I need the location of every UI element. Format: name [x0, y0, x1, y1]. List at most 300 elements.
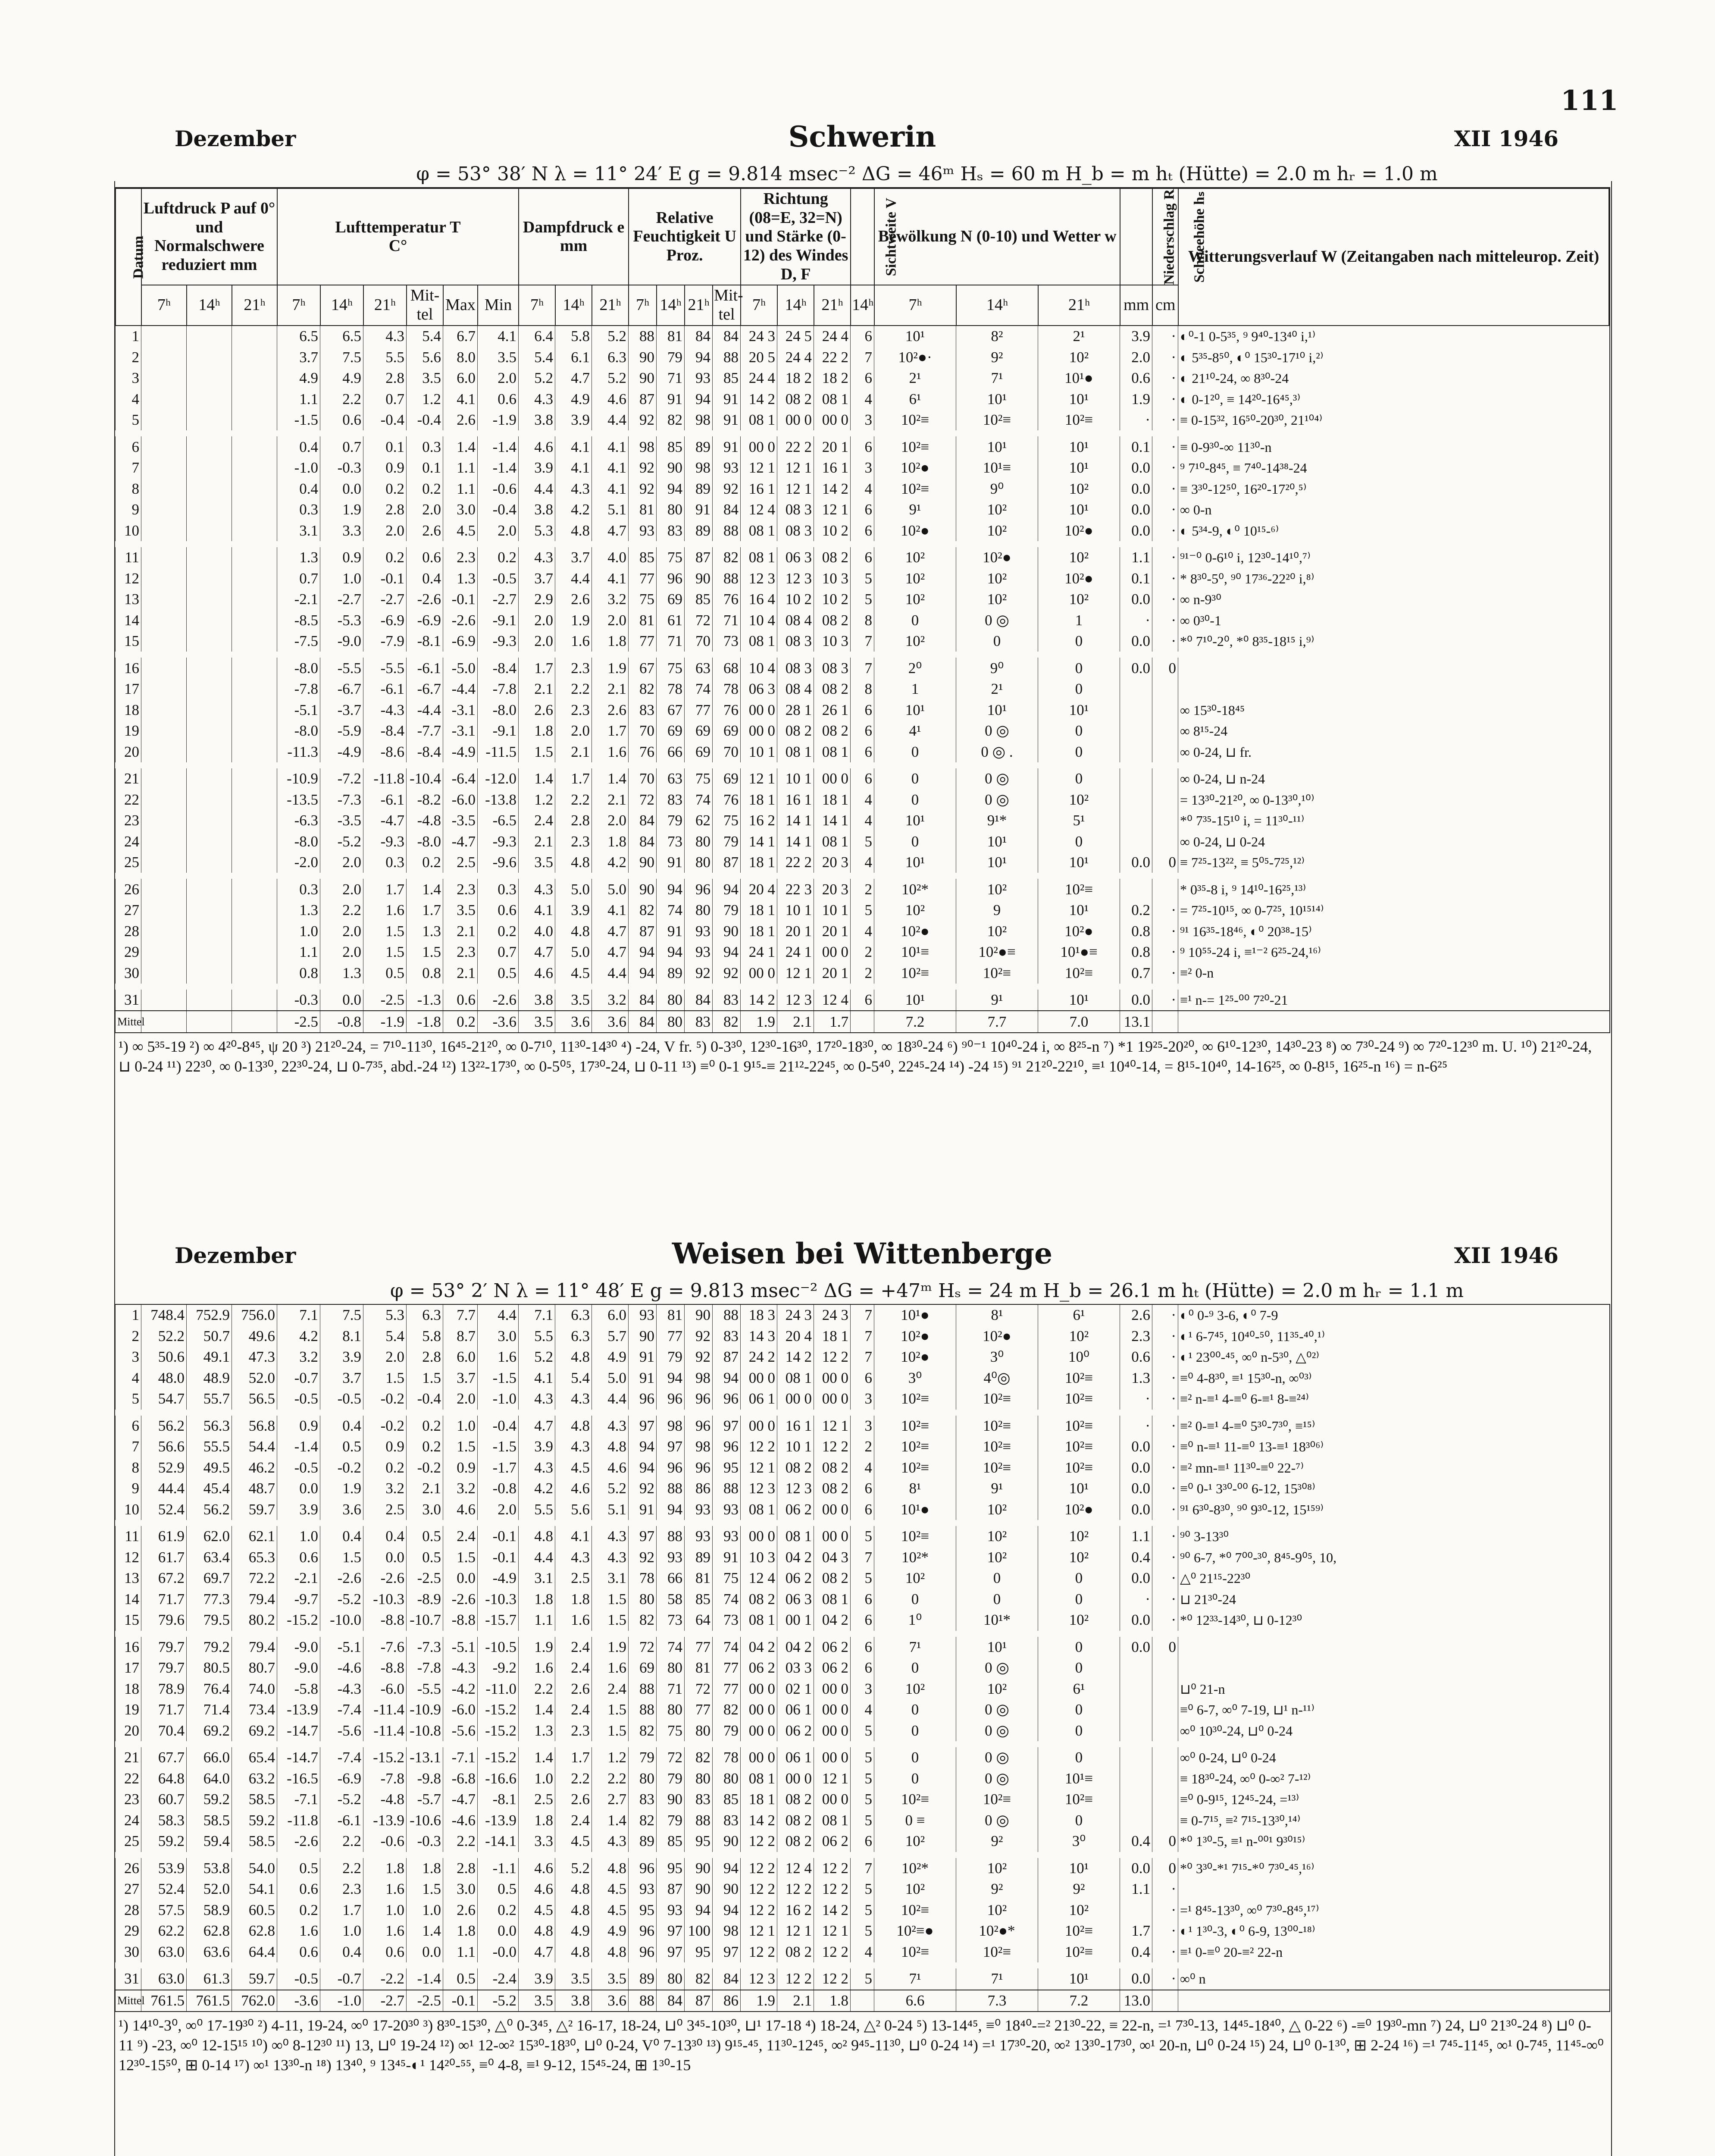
cell-e21: 4.3 — [592, 1413, 629, 1437]
cell-t21: -8.8 — [363, 1610, 407, 1634]
cell-p14: 80.5 — [187, 1658, 232, 1679]
table-row — [116, 631, 1610, 655]
cell-u21: 90 — [685, 568, 713, 589]
cell-t14: -5.6 — [320, 1720, 363, 1745]
cell-umittel: 82 — [713, 544, 741, 568]
cell-d21: 00 0 — [814, 765, 851, 790]
cell-p14 — [187, 520, 232, 544]
cell-v14: 3 — [851, 1413, 874, 1437]
cell-e7: 2.2 — [519, 1679, 555, 1700]
table-row — [116, 1610, 1610, 1634]
cell-d21: 00 0 — [814, 942, 851, 963]
cell-n14: 10² — [956, 921, 1038, 942]
cell-weather: ∞ 0³⁰-1 — [1178, 610, 1610, 631]
cell-p7: 79.6 — [141, 1610, 187, 1634]
cell-p7 — [141, 347, 187, 368]
cell-p7: 70.4 — [141, 1720, 187, 1745]
cell-e14: 1.8 — [555, 1589, 592, 1610]
mean-t14: -0.8 — [320, 1011, 363, 1032]
cell-p21: 56.8 — [232, 1413, 277, 1437]
cell-n21: 6¹ — [1038, 1679, 1120, 1700]
hdr-p21: 21ʰ — [232, 285, 277, 325]
cell-rain — [1120, 699, 1152, 721]
cell-day: 19 — [116, 1699, 141, 1720]
cell-tmin: 0.7 — [478, 942, 519, 963]
cell-e21: 4.4 — [592, 962, 629, 987]
cell-d7: 14 3 — [741, 1326, 777, 1347]
cell-snow: · — [1152, 478, 1178, 499]
cell-rain: 0.0 — [1120, 458, 1152, 479]
cell-u21: 96 — [685, 1388, 713, 1413]
cell-n14: 9² — [956, 1879, 1038, 1900]
cell-d14: 12 3 — [777, 568, 814, 589]
cell-rain — [1120, 789, 1152, 810]
cell-tmittel: -10.6 — [407, 1810, 443, 1831]
cell-t14: 1.0 — [320, 568, 363, 589]
cell-d21: 12 2 — [814, 1436, 851, 1457]
cell-rain: 0.8 — [1120, 942, 1152, 963]
cell-e14: 4.8 — [555, 1900, 592, 1921]
cell-umittel: 84 — [713, 326, 741, 347]
cell-weather: ◐ 5³⁴-9, ◐⁰ 10¹⁵-⁶⁾ — [1178, 520, 1610, 544]
cell-n14: 10¹ — [956, 389, 1038, 410]
cell-n7: 10²● — [874, 921, 956, 942]
cell-u21: 92 — [685, 1326, 713, 1347]
cell-d14: 02 1 — [777, 1679, 814, 1700]
cell-n14: 0 ◎ — [956, 1768, 1038, 1789]
cell-u7: 84 — [629, 987, 657, 1011]
table-row — [116, 568, 1610, 589]
cell-p21 — [232, 499, 277, 520]
cell-tmin: -15.7 — [478, 1610, 519, 1634]
cell-n7: 10²≡ — [874, 1789, 956, 1810]
cell-n14: 9¹ — [956, 1478, 1038, 1499]
table-row — [116, 347, 1610, 368]
mean-p14: 761.5 — [187, 1990, 232, 2012]
cell-umittel: 82 — [713, 1699, 741, 1720]
cell-v14: 6 — [851, 1634, 874, 1658]
cell-e7: 4.7 — [519, 942, 555, 963]
mean-t7: -3.6 — [277, 1990, 320, 2012]
cell-t21: 0.7 — [363, 389, 407, 410]
cell-e21: 2.6 — [592, 699, 629, 721]
cell-t14: -6.7 — [320, 679, 363, 700]
cell-rain: 2.3 — [1120, 1326, 1152, 1347]
cell-d7: 12 2 — [741, 1855, 777, 1879]
cell-e14: 6.3 — [555, 1326, 592, 1347]
cell-snow — [1152, 765, 1178, 790]
cell-tmax: 3.2 — [443, 1478, 478, 1499]
cell-t14: 3.6 — [320, 1499, 363, 1523]
cell-n21: 5¹ — [1038, 810, 1120, 831]
cell-n21: 10² — [1038, 1326, 1120, 1347]
cell-tmittel: -2.6 — [407, 589, 443, 610]
cell-snow: · — [1152, 900, 1178, 921]
cell-tmax: -6.9 — [443, 631, 478, 655]
cell-p21 — [232, 568, 277, 589]
cell-p7: 64.8 — [141, 1768, 187, 1789]
cell-t14: 2.0 — [320, 921, 363, 942]
cell-tmittel: -0.3 — [407, 1831, 443, 1855]
cell-n14: 10²≡ — [956, 1942, 1038, 1966]
cell-t14: -10.0 — [320, 1610, 363, 1634]
cell-p14 — [187, 765, 232, 790]
cell-umittel: 79 — [713, 900, 741, 921]
cell-t7: -1.5 — [277, 410, 320, 434]
cell-tmittel: 0.0 — [407, 1942, 443, 1966]
cell-weather: ≡² 0-n — [1178, 962, 1610, 987]
cell-n7: 0 — [874, 1720, 956, 1745]
cell-t7: 0.3 — [277, 499, 320, 520]
cell-umittel: 76 — [713, 589, 741, 610]
cell-tmittel: -7.3 — [407, 1634, 443, 1658]
cell-u21: 98 — [685, 410, 713, 434]
cell-d21: 08 3 — [814, 655, 851, 679]
cell-v14: 6 — [851, 721, 874, 742]
cell-e14: 2.4 — [555, 1810, 592, 1831]
cell-weather — [1178, 1658, 1610, 1679]
cell-p14 — [187, 789, 232, 810]
cell-weather: ⁹¹ 6³⁰-8³⁰, ⁹⁰ 9³⁰-12, 15¹⁵⁹⁾ — [1178, 1499, 1610, 1523]
cell-n7: 10¹ — [874, 326, 956, 347]
cell-d7: 12 2 — [741, 1942, 777, 1966]
cell-u21: 63 — [685, 655, 713, 679]
cell-v14: 5 — [851, 1768, 874, 1789]
cell-d14: 08 4 — [777, 610, 814, 631]
cell-tmax: 3.7 — [443, 1368, 478, 1389]
cell-tmin: -11.0 — [478, 1679, 519, 1700]
cell-d7: 12 4 — [741, 1568, 777, 1589]
cell-snow: · — [1152, 1942, 1178, 1966]
cell-u7: 85 — [629, 544, 657, 568]
cell-u21: 84 — [685, 987, 713, 1011]
cell-v14: 7 — [851, 1855, 874, 1879]
cell-d14: 08 2 — [777, 1810, 814, 1831]
cell-n21: 10¹● — [1038, 368, 1120, 389]
cell-tmittel: 0.6 — [407, 544, 443, 568]
luftdruck-header: Luftdruck P auf 0° und Normalschwere reduziert mm — [141, 188, 277, 285]
mean-d14: 2.1 — [777, 1990, 814, 2012]
cell-v14: 2 — [851, 1436, 874, 1457]
cell-umittel: 71 — [713, 610, 741, 631]
cell-n21: 10²≡ — [1038, 1388, 1120, 1413]
cell-d7: 04 2 — [741, 1634, 777, 1658]
cell-tmittel: -0.4 — [407, 410, 443, 434]
cell-t14: 2.0 — [320, 876, 363, 900]
cell-n7: 10¹≡ — [874, 942, 956, 963]
cell-tmin: -0.8 — [478, 1478, 519, 1499]
cell-day: 18 — [116, 1679, 141, 1700]
cell-n21: 10²≡ — [1038, 1368, 1120, 1389]
cell-snow: · — [1152, 1388, 1178, 1413]
cell-t14: 0.5 — [320, 1436, 363, 1457]
cell-snow: · — [1152, 368, 1178, 389]
cell-t14: 0.7 — [320, 433, 363, 458]
cell-d21: 12 1 — [814, 499, 851, 520]
cell-e14: 3.9 — [555, 900, 592, 921]
cell-day: 20 — [116, 1720, 141, 1745]
cell-v14: 5 — [851, 1568, 874, 1589]
cell-v14: 2 — [851, 942, 874, 963]
cell-t21: -11.8 — [363, 765, 407, 790]
cell-day: 19 — [116, 721, 141, 742]
cell-n7: 10² — [874, 1568, 956, 1589]
cell-v14: 4 — [851, 1942, 874, 1966]
cell-u14: 73 — [657, 1610, 685, 1634]
cell-rain — [1120, 1679, 1152, 1700]
cell-u21: 85 — [685, 1589, 713, 1610]
cell-e21: 4.4 — [592, 1388, 629, 1413]
cell-t7: 1.1 — [277, 942, 320, 963]
cell-d14: 08 4 — [777, 679, 814, 700]
cell-d7: 08 1 — [741, 410, 777, 434]
cell-weather: ∞⁰ 0-24, ⊔⁰ 0-24 — [1178, 1744, 1610, 1768]
cell-tmittel: -8.1 — [407, 631, 443, 655]
cell-p21: 59.7 — [232, 1499, 277, 1523]
cell-u21: 82 — [685, 1965, 713, 1990]
cell-p21: 80.2 — [232, 1610, 277, 1634]
month-label: Dezember — [175, 1243, 296, 1268]
cell-n21: 0 — [1038, 1589, 1120, 1610]
cell-p7: 52.2 — [141, 1326, 187, 1347]
cell-u7: 98 — [629, 433, 657, 458]
cell-p21: 80.7 — [232, 1658, 277, 1679]
cell-e7: 4.3 — [519, 876, 555, 900]
cell-umittel: 91 — [713, 389, 741, 410]
cell-p21: 65.4 — [232, 1744, 277, 1768]
schnee-header: Schneehöhe hₛ — [1191, 191, 1208, 283]
cell-e21: 4.1 — [592, 900, 629, 921]
cell-day: 6 — [116, 433, 141, 458]
cell-d7: 10 4 — [741, 655, 777, 679]
cell-day: 22 — [116, 789, 141, 810]
cell-tmittel: 1.5 — [407, 1879, 443, 1900]
cell-p14: 69.7 — [187, 1568, 232, 1589]
cell-snow: · — [1152, 433, 1178, 458]
cell-t21: -8.4 — [363, 721, 407, 742]
cell-n7: 7¹ — [874, 1634, 956, 1658]
cell-snow — [1152, 1720, 1178, 1745]
cell-e14: 5.4 — [555, 1368, 592, 1389]
cell-d14: 12 1 — [777, 478, 814, 499]
cell-e21: 4.1 — [592, 478, 629, 499]
cell-u7: 89 — [629, 1965, 657, 1990]
cell-n21: 10¹ — [1038, 389, 1120, 410]
cell-p14 — [187, 368, 232, 389]
cell-u14: 94 — [657, 942, 685, 963]
cell-n21: 10² — [1038, 347, 1120, 368]
cell-n14: 9⁰ — [956, 655, 1038, 679]
hdr-p7: 7ʰ — [141, 285, 187, 325]
cell-day: 29 — [116, 942, 141, 963]
cell-p7 — [141, 544, 187, 568]
cell-p7: 59.2 — [141, 1831, 187, 1855]
cell-weather: ∞ 0-n — [1178, 499, 1610, 520]
cell-day: 7 — [116, 458, 141, 479]
cell-d14: 08 2 — [777, 1831, 814, 1855]
cell-p21 — [232, 942, 277, 963]
cell-umittel: 74 — [713, 1634, 741, 1658]
cell-day: 18 — [116, 699, 141, 721]
cell-weather: ⊔⁰ 21-n — [1178, 1679, 1610, 1700]
cell-v14: 3 — [851, 1388, 874, 1413]
cell-day: 28 — [116, 1900, 141, 1921]
mean-tmittel: -2.5 — [407, 1990, 443, 2012]
cell-day: 13 — [116, 1568, 141, 1589]
cell-t14: -7.2 — [320, 765, 363, 790]
cell-n7: 10¹ — [874, 987, 956, 1011]
cell-d14: 12 3 — [777, 987, 814, 1011]
hdr-e7: 7ʰ — [519, 285, 555, 325]
cell-rain: 0.0 — [1120, 520, 1152, 544]
cell-u21: 93 — [685, 921, 713, 942]
cell-p14 — [187, 876, 232, 900]
cell-p21: 54.0 — [232, 1855, 277, 1879]
cell-tmax: -0.1 — [443, 589, 478, 610]
cell-day: 15 — [116, 1610, 141, 1634]
cell-p7 — [141, 831, 187, 852]
cell-n7: 0 — [874, 741, 956, 765]
cell-u7: 87 — [629, 389, 657, 410]
cell-e14: 4.3 — [555, 478, 592, 499]
cell-p14 — [187, 568, 232, 589]
cell-e14: 2.3 — [555, 699, 592, 721]
cell-d7: 16 2 — [741, 810, 777, 831]
cell-t21: -0.6 — [363, 1831, 407, 1855]
cell-p21: 48.7 — [232, 1478, 277, 1499]
cell-d21: 00 0 — [814, 1499, 851, 1523]
mean-row — [116, 1011, 1610, 1032]
cell-weather: ⁹⁰ 6-7, *⁰ 7⁰⁰-³⁰, 8⁴⁵-9⁰⁵, 10, — [1178, 1547, 1610, 1568]
cell-v14: 5 — [851, 900, 874, 921]
cell-tmittel: 1.5 — [407, 942, 443, 963]
cell-tmittel: 1.7 — [407, 900, 443, 921]
cell-day: 8 — [116, 478, 141, 499]
table-row — [116, 458, 1610, 479]
cell-umittel: 98 — [713, 1921, 741, 1942]
cell-rain: 0.6 — [1120, 368, 1152, 389]
cell-rain — [1120, 1744, 1152, 1768]
cell-u14: 94 — [657, 1368, 685, 1389]
cell-snow: · — [1152, 458, 1178, 479]
cell-n21: 0 — [1038, 1744, 1120, 1768]
cell-d7: 08 1 — [741, 520, 777, 544]
cell-u21: 81 — [685, 1658, 713, 1679]
cell-p14: 61.3 — [187, 1965, 232, 1990]
cell-snow: · — [1152, 1610, 1178, 1634]
cell-t21: 0.2 — [363, 544, 407, 568]
cell-snow: · — [1152, 631, 1178, 655]
cell-n7: 10²●· — [874, 347, 956, 368]
cell-weather: ≡¹ n-= 1²⁵-⁰⁰ 7²⁰-21 — [1178, 987, 1610, 1011]
table-row — [116, 1965, 1610, 1990]
cell-e7: 3.9 — [519, 458, 555, 479]
cell-tmittel: 0.5 — [407, 1523, 443, 1547]
cell-t21: -7.8 — [363, 1768, 407, 1789]
cell-e14: 2.8 — [555, 810, 592, 831]
cell-day: 21 — [116, 1744, 141, 1768]
hdr-d7: 7ʰ — [741, 285, 777, 325]
cell-weather: ◐¹ 23⁰⁰-⁴⁵, ∞⁰ n-5³⁰, △⁰²⁾ — [1178, 1347, 1610, 1368]
cell-u14: 80 — [657, 987, 685, 1011]
cell-d14: 06 2 — [777, 1720, 814, 1745]
cell-t21: -0.1 — [363, 568, 407, 589]
cell-tmax: -6.0 — [443, 789, 478, 810]
cell-d14: 08 2 — [777, 1789, 814, 1810]
cell-n14: 10²≡ — [956, 1436, 1038, 1457]
cell-u14: 96 — [657, 568, 685, 589]
cell-tmittel: -8.0 — [407, 831, 443, 852]
cell-e21: 1.9 — [592, 1634, 629, 1658]
cell-e14: 4.6 — [555, 1478, 592, 1499]
cell-tmin: -11.5 — [478, 741, 519, 765]
cell-t14: 0.9 — [320, 544, 363, 568]
cell-tmax: -3.5 — [443, 810, 478, 831]
cell-e7: 4.5 — [519, 1900, 555, 1921]
cell-t14: -7.4 — [320, 1699, 363, 1720]
cell-day: 2 — [116, 1326, 141, 1347]
hdr-e21: 21ʰ — [592, 285, 629, 325]
cell-d21: 00 0 — [814, 1744, 851, 1768]
cell-p14 — [187, 610, 232, 631]
cell-n21: 10¹ — [1038, 1965, 1120, 1990]
cell-weather: *⁰ 12³³-14³⁰, ⊔ 0-12³⁰ — [1178, 1610, 1610, 1634]
hdr-d14: 14ʰ — [777, 285, 814, 325]
cell-snow — [1152, 1768, 1178, 1789]
cell-tmax: -8.8 — [443, 1610, 478, 1634]
cell-d14: 14 2 — [777, 1347, 814, 1368]
cell-u14: 77 — [657, 1326, 685, 1347]
table-row — [116, 1368, 1610, 1389]
cell-v14: 5 — [851, 1523, 874, 1547]
cell-d7: 24 1 — [741, 942, 777, 963]
cell-u14: 61 — [657, 610, 685, 631]
cell-e21: 2.0 — [592, 810, 629, 831]
cell-tmax: 8.0 — [443, 347, 478, 368]
cell-u14: 81 — [657, 326, 685, 347]
cell-e14: 4.7 — [555, 368, 592, 389]
cell-e21: 5.2 — [592, 326, 629, 347]
cell-n7: 0 — [874, 1658, 956, 1679]
cell-rain: 1.1 — [1120, 1879, 1152, 1900]
cell-tmittel: -1.3 — [407, 987, 443, 1011]
cell-t14: -5.2 — [320, 1789, 363, 1810]
cell-d7: 00 0 — [741, 433, 777, 458]
cell-t21: 1.5 — [363, 921, 407, 942]
cell-u21: 98 — [685, 458, 713, 479]
cell-rain: 0.0 — [1120, 655, 1152, 679]
cell-weather: ⁹¹⁻⁰ 0-6¹⁰ i, 12³⁰-14¹⁰,⁷⁾ — [1178, 544, 1610, 568]
cell-u14: 90 — [657, 458, 685, 479]
cell-tmittel: 0.1 — [407, 458, 443, 479]
mean-p21 — [232, 1011, 277, 1032]
cell-t21: -0.2 — [363, 1413, 407, 1437]
cell-n7: 10¹ — [874, 852, 956, 876]
cell-u7: 69 — [629, 1658, 657, 1679]
cell-p14: 58.9 — [187, 1900, 232, 1921]
cell-d7: 14 2 — [741, 1810, 777, 1831]
cell-p7: 61.9 — [141, 1523, 187, 1547]
cell-tmin: -8.1 — [478, 1789, 519, 1810]
footnotes-weisen: ¹) 14¹⁰-3⁰, ∞⁰ 17-19³⁰ ²) 4-11, 19-24, ∞⁰ 17-20³⁰ ³) 8³⁰-15³⁰, △⁰ 0-3⁴⁵, △² 16-17, 18-24, ⊔⁰ 3⁴⁵-10³⁰, ⊔¹ 17-18 ⁴) 18-24, △² 0-24 ⁵) 13-14⁴⁵, ≡⁰ 18⁴⁰-=² 21³⁰-22, ≡ 22-n, =¹ 7³⁰-13, 14⁴⁵-18⁴⁰, △ 0-22 ⁶) -≡⁰ 19³⁰-mn ⁷) 24, ⊔⁰ 21³⁰-24 ⁸) ⊔⁰ 0-11 ⁹) -23, ∞⁰ 12-15¹⁵ ¹⁰) ∞⁰ 8-12³⁰ ¹¹) 13, ⊔⁰ 19-24 ¹²) ∞¹ 12-∞² 15³⁰-18³⁰, ⊔⁰ 0-24, V⁰ 7-13³⁰ ¹³) 9¹⁵-⁴⁵, 11³⁰-12⁴⁵, ∞² 9⁴⁵-11³⁰, ⊔⁰ 0-24 ¹⁴) =¹ 17³⁰-20, ∞² 13³⁰-17³⁰, ∞¹ 20-n, ⊔⁰ 0-24 ¹⁵) 24, ⊔⁰ 0-1³⁰, ⊞ 2-24 ¹⁶) =¹ 7⁴⁵-11⁴⁵, ∞¹ 0-7⁴⁵, 11⁴⁵-∞⁰ 12³⁰-15⁵⁰, ⊞ 0-14 ¹⁷) ∞¹ 13³⁰-n ¹⁸) 13⁴⁰, ⁹ 13⁴⁵-◐¹ 14²⁰-⁵⁵, ≡⁰ 4-8, ≡¹ 9-12, 15⁴⁵-24, ⊞ 1³⁰-15 — [119, 2017, 1604, 2074]
cell-day: 28 — [116, 921, 141, 942]
cell-tmittel: 0.2 — [407, 1413, 443, 1437]
cell-tmittel: -1.4 — [407, 1965, 443, 1990]
cell-d7: 12 4 — [741, 499, 777, 520]
cell-t21: -9.3 — [363, 831, 407, 852]
cell-umittel: 79 — [713, 831, 741, 852]
cell-weather: ≡ 3³⁰-12⁵⁰, 16²⁰-17²⁰,⁵⁾ — [1178, 478, 1610, 499]
